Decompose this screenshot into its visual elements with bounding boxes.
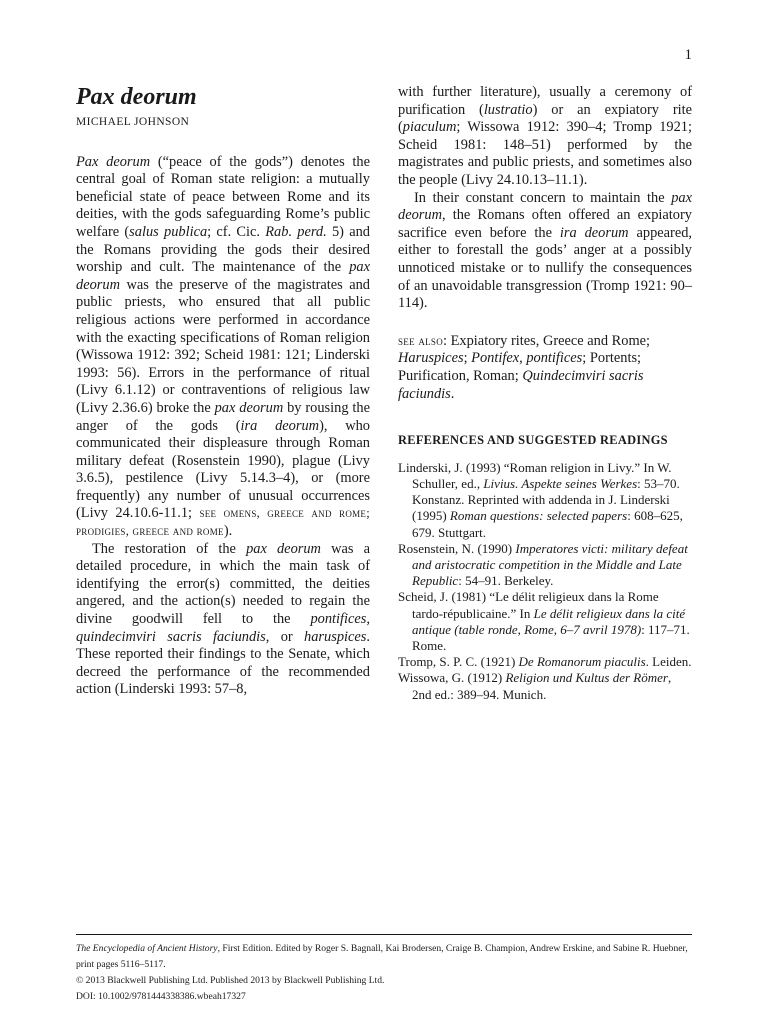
author-name: MICHAEL JOHNSON	[76, 116, 190, 128]
text: ; cf. Cic.	[207, 223, 266, 240]
right-column	[398, 84, 692, 703]
paragraph-expiatory	[398, 190, 692, 313]
reference-item	[398, 460, 692, 541]
see-also-link[interactable]: Haruspices	[398, 350, 464, 367]
text: Linderski, J. (1993) “Roman religion in Livy.” In W. Schuller, ed.,	[398, 459, 672, 491]
text: : 53–70. Konstanz. Reprinted with addenda in J. Linderski (1995)	[412, 475, 680, 524]
text: , or	[265, 628, 305, 645]
text: , 2nd ed.: 389–94. Munich.	[412, 670, 672, 702]
text-italic: haruspices	[304, 628, 367, 645]
doi-line[interactable]: DOI: 10.1002/9781444338386.wbeah17327	[76, 991, 246, 1002]
cross-reference-link[interactable]: see omens, greece and rome; prodigies, greece and rome	[76, 506, 370, 539]
text: ; Wissowa 1912: 390–4; Tromp 1921; Scheid 1981: 148–51) performed by the magistrates and public priests, and sometimes also the people (Livy 24.10.13–11.1).	[398, 119, 692, 188]
reference-item	[398, 589, 692, 654]
see-also-link[interactable]: Pontifex, pontifices	[471, 350, 583, 367]
reference-item	[398, 654, 692, 670]
article-title: Pax deorum	[76, 84, 197, 110]
text: by rousing the anger of the gods (	[76, 399, 371, 434]
text-italic: salus publica	[129, 223, 208, 240]
see-also	[398, 333, 692, 403]
text: . Leiden.	[645, 654, 692, 670]
see-also-link[interactable]: Quindecimviri sacris faciundis	[398, 367, 644, 402]
text: . These reported their findings to the Senate, which decreed the performance of the recommended action (Linderski 1993: 57–8,	[76, 628, 370, 698]
text: was a detailed procedure, in which the main task of identifying the error(s) committed, the deities angered, and the action(s) needed to regain the divine goodwill fell to the	[76, 540, 371, 628]
text-italic: Imperatores victi: military defeat and aristocratic competition in the Middle and Late Republic	[412, 540, 688, 589]
text: ).	[223, 523, 233, 540]
text: : 608–625, 679. Stuttgart.	[412, 508, 683, 540]
text-italic: Pax deorum	[76, 153, 151, 170]
text: appeared, either to forestall the gods’ anger at a possibly unnoticed mistake or to nullify the consequences of an unavoidable transgression (Tromp 1921: 90–114).	[398, 224, 693, 312]
text-italic: pax deorum	[76, 259, 370, 293]
text: : 54–91. Berkeley.	[458, 573, 554, 589]
text-italic: De Romanorum piaculis	[518, 654, 646, 670]
paragraph-definition	[76, 154, 370, 541]
text-italic: Le délit religieux dans la cité antique (table ronde, Rome, 6–7 avril 1978)	[412, 605, 686, 637]
text-italic: lustratio	[483, 101, 533, 118]
text[interactable]: ; Portents; Purification, Roman;	[398, 350, 642, 384]
text: ), who communicated their displeasure through Roman military defeat (Rosenstein 1990), plague (Livy 3.6.5), pestilence (Livy 5.14.3–4), or (more frequently) any number of unusual occurrences (Livy 24.10.6-11.1;	[76, 417, 370, 522]
text-italic: pax deorum	[246, 540, 321, 557]
page-number: 1	[684, 47, 692, 63]
text-italic: Livius. Aspekte seines Werkes	[483, 475, 638, 491]
text-italic: Religion und Kultus der Römer	[505, 670, 668, 686]
text: : 117–71. Rome.	[412, 621, 690, 653]
citation-line	[76, 941, 692, 973]
text: Rosenstein, N. (1990)	[398, 540, 516, 556]
text: Tromp, S. P. C. (1921)	[398, 654, 519, 670]
text: with further literature), usually a ceremony of purification (	[398, 84, 692, 118]
paragraph-continuation	[398, 84, 692, 190]
text: 5) and the Romans providing the gods their desired worship and cult. The maintenance of the	[76, 223, 370, 276]
paragraph-restoration	[76, 541, 370, 699]
copyright-line: © 2013 Blackwell Publishing Ltd. Published 2013 by Blackwell Publishing Ltd.	[76, 975, 385, 986]
reference-item	[398, 541, 692, 590]
text: In their constant concern to maintain the	[414, 189, 672, 206]
see-also-label: see also	[398, 333, 444, 348]
text[interactable]: : Expiatory rites, Greece and Rome;	[443, 332, 651, 349]
text: The restoration of the	[92, 540, 247, 557]
text-italic: ira deorum	[240, 417, 320, 434]
text: , First Edition. Edited by Roger S. Bagnall, Kai Brodersen, Craige B. Champion, Andrew Erskine, and Sabine R. Huebner, print pages 5116–5117.	[76, 943, 688, 970]
text-italic: pax deorum	[214, 399, 284, 416]
text: (“peace of the gods”) denotes the central goal of Roman state religion: a mutually beneficial state of peace between Rome and its deities, with the gods safeguarding Rome’s public welfare (	[76, 153, 371, 240]
book-title: The Encyclopedia of Ancient History	[76, 943, 218, 954]
references-heading: REFERENCES AND SUGGESTED READINGS	[398, 433, 668, 448]
text-italic: Rab. perd.	[265, 223, 327, 240]
text-italic: pax deorum	[398, 189, 692, 224]
text: Wissowa, G. (1912)	[398, 670, 506, 686]
text-italic: ira deorum	[559, 224, 629, 241]
text: was the preserve of the magistrates and public priests, who ensured that all public religious actions were performed in accordance with the exacting specifications of Roman religion (Wissowa 1912: 392; Scheid 1981: 121; Linderski 1993: 56). Errors in the performance of ritual (Livy 6.1.12) or contraventions of religious law (Livy 2.36.6) broke the	[76, 276, 370, 416]
text-italic: piaculum	[402, 119, 457, 136]
left-column	[76, 84, 370, 699]
footer	[76, 934, 692, 1005]
text: ) or an expiatory rite (	[398, 101, 692, 136]
text: , the Romans often offered an expiatory sacrifice even before the	[398, 207, 692, 241]
text-italic: Roman questions: selected papers	[449, 508, 628, 524]
text: .	[450, 385, 455, 402]
reference-item	[398, 670, 692, 702]
text-italic: pontifices, quindecimviri sacris faciundis	[76, 611, 370, 645]
text: ;	[463, 350, 472, 367]
text: Scheid, J. (1981) “Le délit religieux dans la Rome tardo-républicaine.” In	[398, 589, 659, 621]
